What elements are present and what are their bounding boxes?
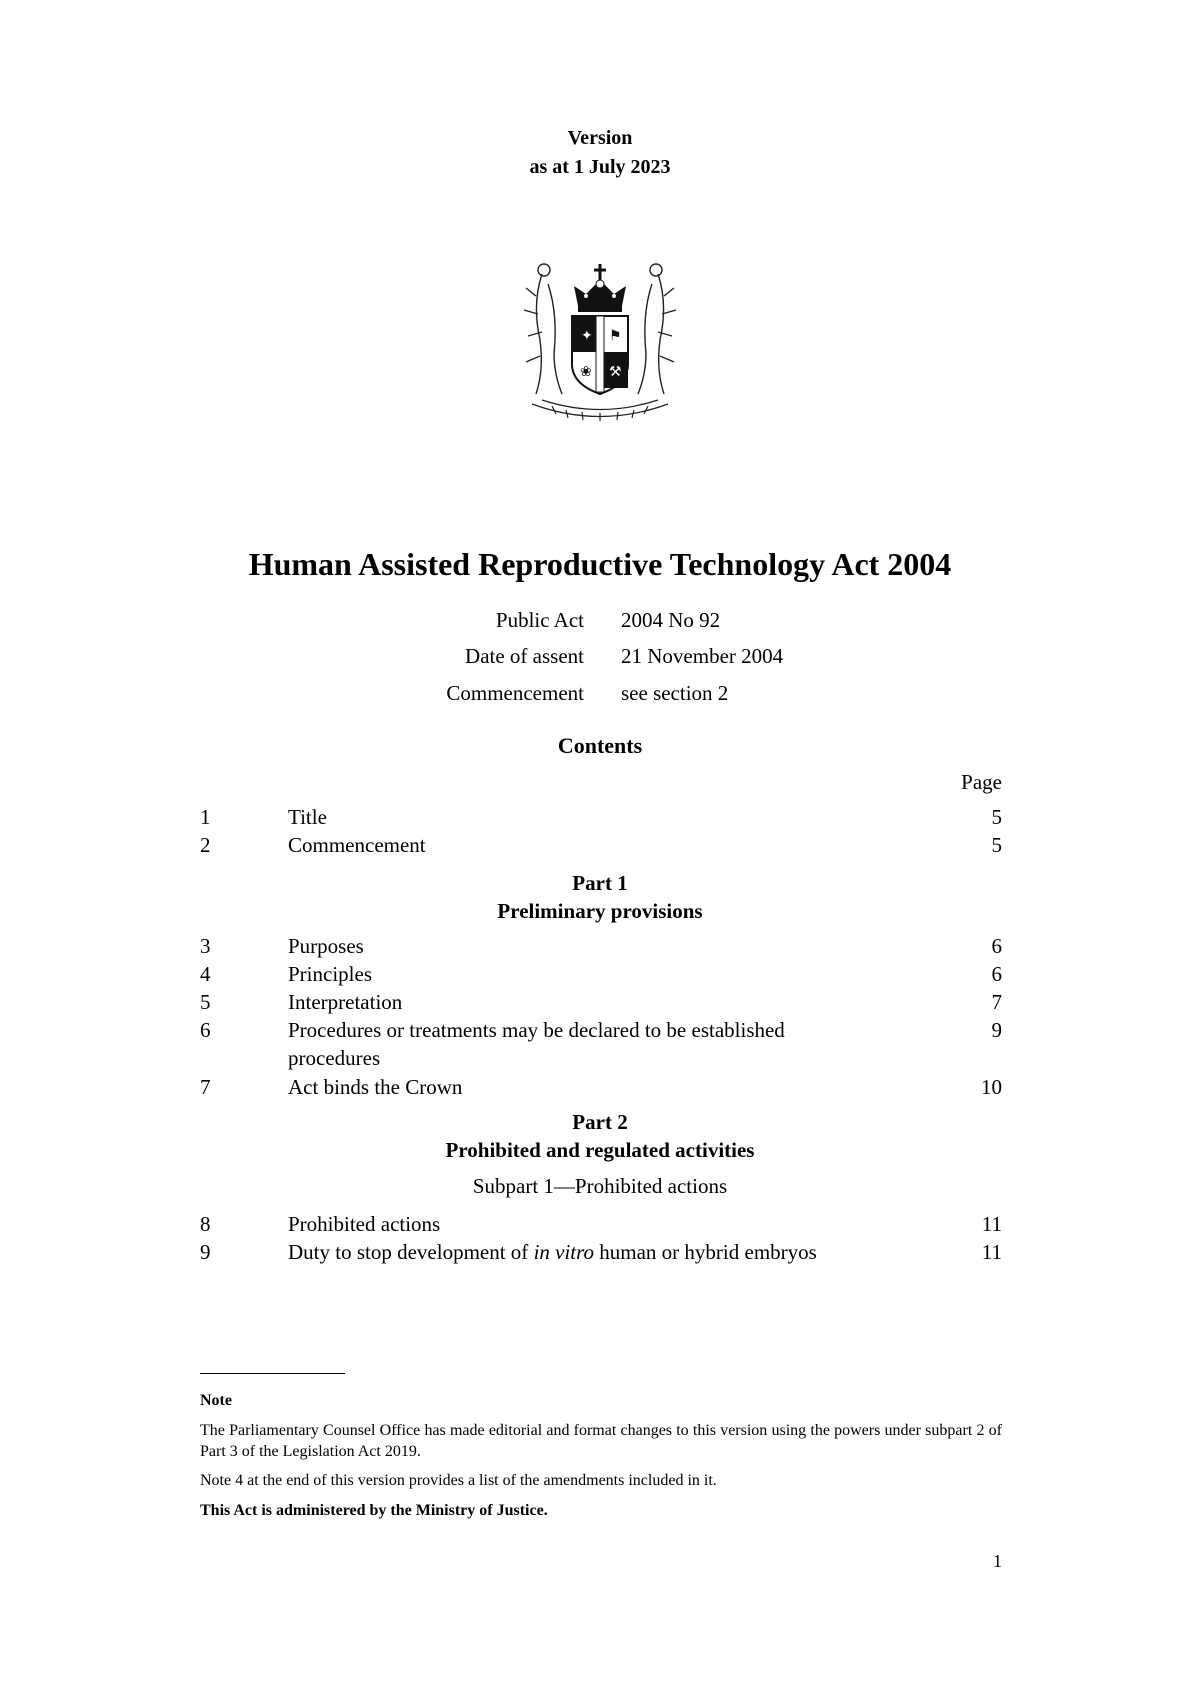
toc-text: Interpretation (288, 990, 403, 1014)
part-label: Part 1 (572, 871, 628, 895)
note-paragraph: Note 4 at the end of this version provides a list of the amendments included in it. (200, 1472, 717, 1489)
toc-number: 1 (200, 805, 211, 829)
meta-row (0, 644, 1200, 674)
toc-text: Act binds the Crown (288, 1075, 463, 1099)
toc-text: Prohibited actions (288, 1212, 441, 1236)
shield-icon (572, 316, 628, 394)
toc-number: 9 (200, 1240, 211, 1264)
act-title: Human Assisted Reproductive Technology Act 2004 (248, 546, 952, 582)
toc-number: 2 (200, 833, 211, 857)
toc-page: 11 (981, 1212, 1002, 1236)
administered-by: This Act is administered by the Ministry of Justice. (200, 1502, 548, 1519)
meta-label: Public Act (495, 608, 584, 632)
toc-page: 7 (991, 990, 1002, 1014)
meta-row (0, 681, 1200, 711)
toc-text-part: Duty to stop development of (288, 1240, 534, 1264)
meta-value: see section 2 (621, 681, 729, 705)
toc-page: 11 (981, 1240, 1002, 1264)
toc-text (288, 1238, 878, 1266)
toc-page: 10 (981, 1075, 1002, 1099)
meta-row (0, 608, 1200, 638)
page-column-heading: Page (961, 770, 1002, 794)
coat-of-arms-icon (502, 244, 698, 424)
note-paragraph: The Parliamentary Counsel Office has made editorial and format changes to this version using the powers under subpart 2 of Part 3 of the Legislation Act 2019. (200, 1422, 1002, 1460)
toc-number: 6 (200, 1018, 211, 1042)
toc-text: Procedures or treatments may be declared to be established procedures (288, 1018, 785, 1070)
part-title: Prohibited and regulated activities (445, 1138, 755, 1162)
contents-heading: Contents (557, 733, 643, 758)
part-label: Part 2 (572, 1110, 628, 1134)
toc-number: 5 (200, 990, 211, 1014)
meta-label: Commencement (446, 681, 584, 705)
fern-scroll-icon (532, 400, 668, 421)
toc-text: Commencement (288, 833, 426, 857)
part-title: Preliminary provisions (497, 899, 703, 923)
part-heading (0, 869, 1200, 925)
coat-of-arms-graphic (502, 244, 698, 424)
svg-text:❀: ❀ (580, 364, 592, 380)
toc-page: 5 (991, 833, 1002, 857)
toc-text: Principles (288, 962, 372, 986)
meta-value: 2004 No 92 (621, 608, 721, 632)
version-block (0, 124, 1200, 182)
toc-number: 4 (200, 962, 211, 986)
toc-text-italic: in vitro (533, 1240, 595, 1264)
toc-text: Purposes (288, 934, 364, 958)
toc-page: 9 (991, 1018, 1002, 1042)
toc-text-part: human or hybrid embryos (594, 1240, 817, 1264)
toc-number: 7 (200, 1075, 211, 1099)
svg-text:⚒: ⚒ (609, 364, 622, 380)
toc-page: 5 (991, 805, 1002, 829)
crown-icon (574, 264, 626, 312)
toc-number: 3 (200, 934, 211, 958)
page-number: 1 (993, 1551, 1002, 1571)
toc-page: 6 (991, 934, 1002, 958)
version-label: Version (567, 127, 633, 149)
note-divider (200, 1373, 345, 1374)
meta-value: 21 November 2004 (621, 644, 784, 668)
svg-text:⚑: ⚑ (609, 328, 622, 344)
toc-page: 6 (991, 962, 1002, 986)
part-heading (0, 1108, 1200, 1164)
note-heading: Note (200, 1392, 232, 1409)
svg-text:✦: ✦ (581, 328, 593, 344)
toc-number: 8 (200, 1212, 211, 1236)
version-date: as at 1 July 2023 (529, 156, 671, 178)
subpart-heading: Subpart 1—Prohibited actions (472, 1174, 728, 1198)
toc-text: Title (288, 805, 327, 829)
meta-label: Date of assent (465, 644, 584, 668)
